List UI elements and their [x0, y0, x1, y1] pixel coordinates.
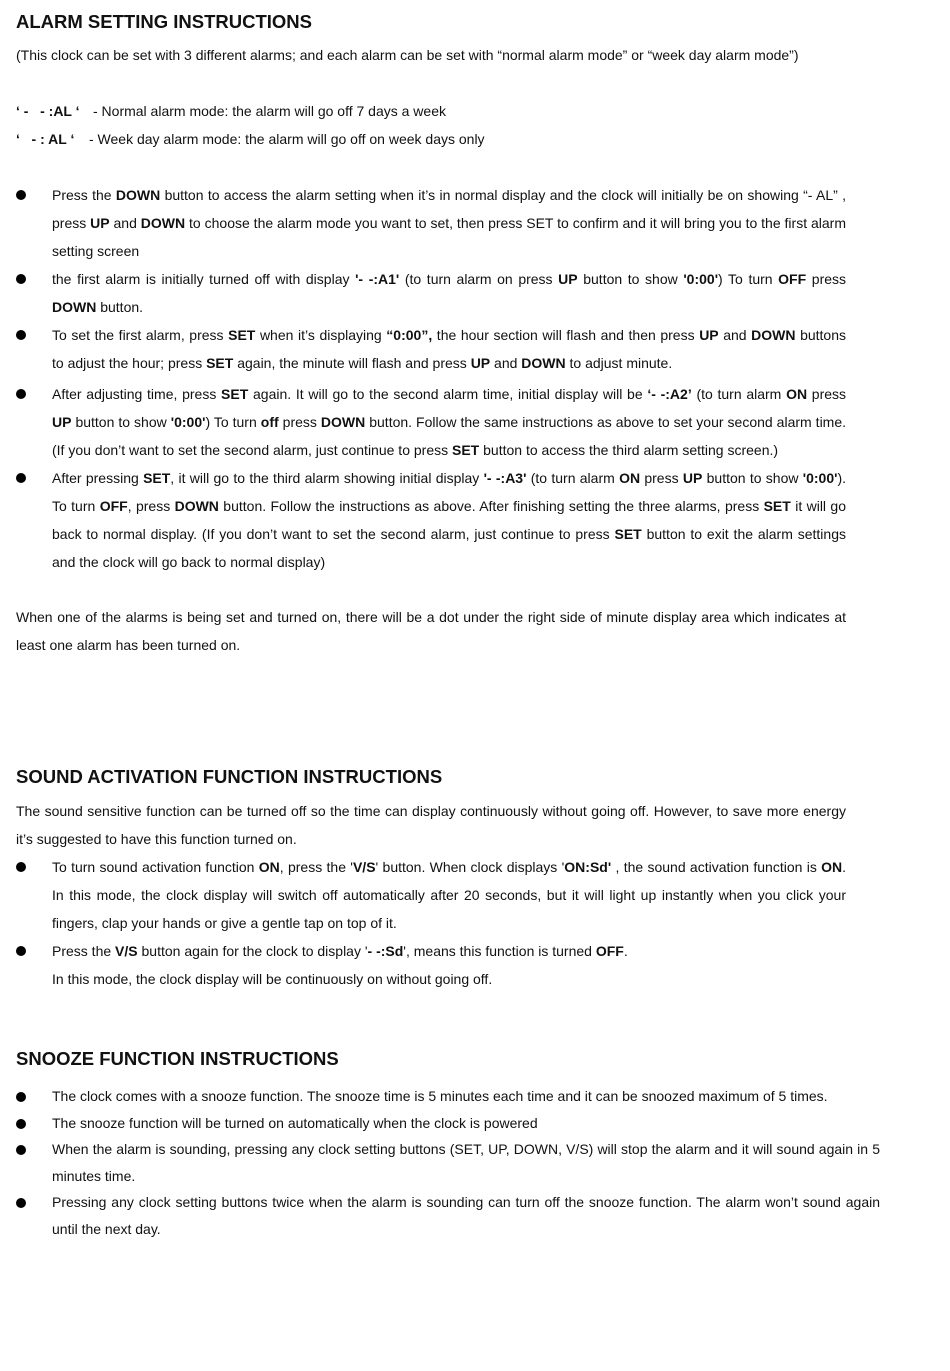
bold-text: UP	[682, 470, 703, 486]
text-run: (to turn alarm	[691, 386, 787, 402]
alarm-mode-desc: - Week day alarm mode: the alarm will go off on week days only	[89, 131, 485, 147]
text-run: button to show	[71, 414, 171, 430]
text-run: press	[807, 386, 847, 402]
bullet-icon	[16, 473, 26, 483]
bold-text: V/S	[115, 943, 138, 959]
bold-text: SET	[763, 498, 791, 514]
alarm-intro: (This clock can be set with 3 different alarms; and each alarm can be set with “normal alarm mode” or “week day alarm mode”)	[16, 47, 799, 63]
bold-text: DOWN	[115, 187, 161, 203]
bold-text: SET	[452, 442, 480, 458]
alarm-list-item	[16, 380, 846, 464]
text-run: and	[718, 327, 752, 343]
text-run: press	[640, 470, 683, 486]
text-run: , it will go to the third alarm showing initial display	[170, 470, 484, 486]
bold-text: OFF	[595, 943, 624, 959]
text-run: button to access the alarm setting when it’s in normal display and the clock will initially be on showing “- AL” , press	[52, 187, 846, 231]
bold-text: DOWN	[521, 355, 566, 371]
bold-text: UP	[90, 215, 110, 231]
text-run: the hour section will flash and then press	[432, 327, 700, 343]
text-run: button to show	[702, 470, 803, 486]
text-run: To set the first alarm, press	[52, 327, 229, 343]
bullet-icon	[16, 1119, 26, 1129]
bullet-icon	[16, 946, 26, 956]
text-run: Press the	[52, 187, 116, 203]
bold-text: '- -:A1'	[355, 271, 400, 287]
text-run: When the alarm is sounding, pressing any clock setting buttons (SET, UP, DOWN, V/S) will stop the alarm and it will sound again in 5 minutes time.	[52, 1141, 880, 1184]
text-run: when it’s displaying	[255, 327, 387, 343]
bold-text: SET	[614, 526, 642, 542]
snooze-list-item	[16, 1083, 880, 1110]
bold-text: OFF	[99, 498, 128, 514]
bold-text: ON	[821, 859, 843, 875]
snooze-section-title: SNOOZE FUNCTION INSTRUCTIONS	[16, 1048, 339, 1069]
text-run: button.	[96, 299, 144, 315]
text-run: again, the minute will flash and press	[233, 355, 471, 371]
bold-text: UP	[558, 271, 578, 287]
bold-text: '0:00'	[802, 470, 838, 486]
alarm-mode-weekday	[16, 125, 485, 153]
snooze-instruction-list	[16, 1083, 880, 1242]
alarm-mode-code: ‘ - : AL ‘	[16, 131, 75, 147]
bold-text: ON	[786, 386, 808, 402]
alarm-mode-desc: - Normal alarm mode: the alarm will go off 7 days a week	[93, 103, 446, 119]
bold-text: ON:Sd'	[564, 859, 612, 875]
bold-text: ‘- -:A2’	[647, 386, 692, 402]
text-run: (to turn alarm	[526, 470, 620, 486]
text-run: button to show	[577, 271, 684, 287]
bold-text: DOWN	[174, 498, 219, 514]
bold-text: off	[260, 414, 279, 430]
text-run: ) To turn	[205, 414, 261, 430]
alarm-mode-code: ‘ - - :AL ‘	[16, 103, 80, 119]
bold-text: '0:00'	[683, 271, 719, 287]
bold-text: “0:00”,	[386, 327, 433, 343]
bullet-icon	[16, 330, 26, 340]
bullet-icon	[16, 274, 26, 284]
text-run: To turn sound activation function	[52, 859, 259, 875]
text-run: , the sound activation function is	[611, 859, 822, 875]
bold-text: SET	[221, 386, 249, 402]
alarm-list-item	[16, 464, 846, 576]
alarm-list-item	[16, 321, 846, 377]
text-run: to adjust minute.	[565, 355, 673, 371]
text-run: ' button. When clock displays '	[375, 859, 565, 875]
bold-text: ON	[258, 859, 280, 875]
sound-list-item	[16, 937, 846, 993]
sound-list-item	[16, 853, 846, 937]
text-run: button. Follow the instructions as above. After finishing setting the three alarms, press	[218, 498, 764, 514]
text-run: , press	[127, 498, 175, 514]
text-run: it will go back to normal display. (If you don’t want to set the second alarm, just continue to press	[52, 498, 846, 542]
bold-text: '- -:A3'	[483, 470, 527, 486]
bold-text: SET	[143, 470, 171, 486]
bold-text: V/S	[352, 859, 376, 875]
text-run: Press the	[52, 943, 116, 959]
text-run: to choose the alarm mode you want to set, then press SET to confirm and it will bring you to the first alarm setting screen	[52, 215, 847, 259]
bold-text: UP	[699, 327, 719, 343]
alarm-section-title: ALARM SETTING INSTRUCTIONS	[16, 11, 312, 32]
bullet-icon	[16, 389, 26, 399]
text-run: ). To turn	[52, 470, 847, 514]
bullet-icon	[16, 862, 26, 872]
bold-text: SET	[206, 355, 234, 371]
text-run: After pressing	[52, 470, 144, 486]
bold-text: ON	[619, 470, 641, 486]
text-run: buttons to adjust the hour; press	[52, 327, 847, 371]
alarm-note: When one of the alarms is being set and turned on, there will be a dot under the right side of minute display area which indicates at least one alarm has been turned on.	[16, 609, 846, 653]
alarm-list-item	[16, 181, 846, 265]
bold-text: OFF	[778, 271, 807, 287]
sound-instruction-list	[16, 853, 846, 993]
bullet-icon	[16, 190, 26, 200]
bold-text: UP	[52, 414, 72, 430]
text-run: ', means this function is turned	[403, 943, 596, 959]
text-run: the first alarm is initially turned off with display	[52, 271, 356, 287]
bold-text: DOWN	[320, 414, 366, 430]
text-run: button to access the third alarm setting screen.)	[479, 442, 779, 458]
text-run: In this mode, the clock display will be continuously on without going off.	[52, 971, 493, 987]
text-run: The clock comes with a snooze function. The snooze time is 5 minutes each time and it can be snoozed maximum of 5 times.	[52, 1088, 828, 1104]
bold-text: - -:Sd	[367, 943, 404, 959]
text-run: ) To turn	[718, 271, 779, 287]
bold-text: DOWN	[140, 215, 186, 231]
sound-section-title: SOUND ACTIVATION FUNCTION INSTRUCTIONS	[16, 766, 443, 787]
text-run: The snooze function will be turned on automatically when the clock is powered	[52, 1114, 538, 1131]
text-run: After adjusting time, press	[52, 386, 222, 402]
bullet-icon	[16, 1198, 26, 1208]
bold-text: DOWN	[52, 299, 97, 315]
text-run: press	[806, 271, 847, 287]
alarm-instruction-list	[16, 181, 846, 576]
snooze-list-item	[16, 1189, 880, 1242]
snooze-list-item	[16, 1110, 880, 1137]
text-run: button. Follow the same instructions as above to set your second alarm time. (If you don’t want to set the second alarm, just continue to press	[52, 414, 847, 458]
text-run: button again for the clock to display '	[137, 943, 368, 959]
text-run: again. It will go to the second alarm time, initial display will be	[248, 386, 648, 402]
bold-text: SET	[228, 327, 256, 343]
alarm-mode-normal	[16, 97, 485, 125]
sound-intro: The sound sensitive function can be turned off so the time can display continuously without going off. However, to save more energy it’s suggested to have this function turned on.	[16, 803, 846, 847]
snooze-list-item	[16, 1136, 880, 1189]
bold-text: DOWN	[751, 327, 796, 343]
bold-text: UP	[470, 355, 491, 371]
text-run: , press the '	[279, 859, 353, 875]
bold-text: '0:00'	[170, 414, 206, 430]
text-run: . In this mode, the clock display will switch off automatically after 20 seconds, but it will light up instantly when you click your fingers, clap your hands or give a gentle tap on top of it.	[52, 859, 847, 931]
text-run: and	[109, 215, 141, 231]
text-run: button to exit the alarm settings and the clock will go back to normal display)	[52, 526, 846, 570]
text-run: (to turn alarm on press	[399, 271, 559, 287]
alarm-mode-list	[16, 97, 485, 153]
text-run: Pressing any clock setting buttons twice when the alarm is sounding can turn off the snooze function. The alarm won’t sound again until the next day.	[52, 1194, 880, 1237]
text-run: and	[490, 355, 522, 371]
text-run: press	[278, 414, 321, 430]
text-run: .	[623, 943, 628, 959]
bullet-icon	[16, 1092, 26, 1102]
bullet-icon	[16, 1145, 26, 1155]
alarm-list-item	[16, 265, 846, 321]
